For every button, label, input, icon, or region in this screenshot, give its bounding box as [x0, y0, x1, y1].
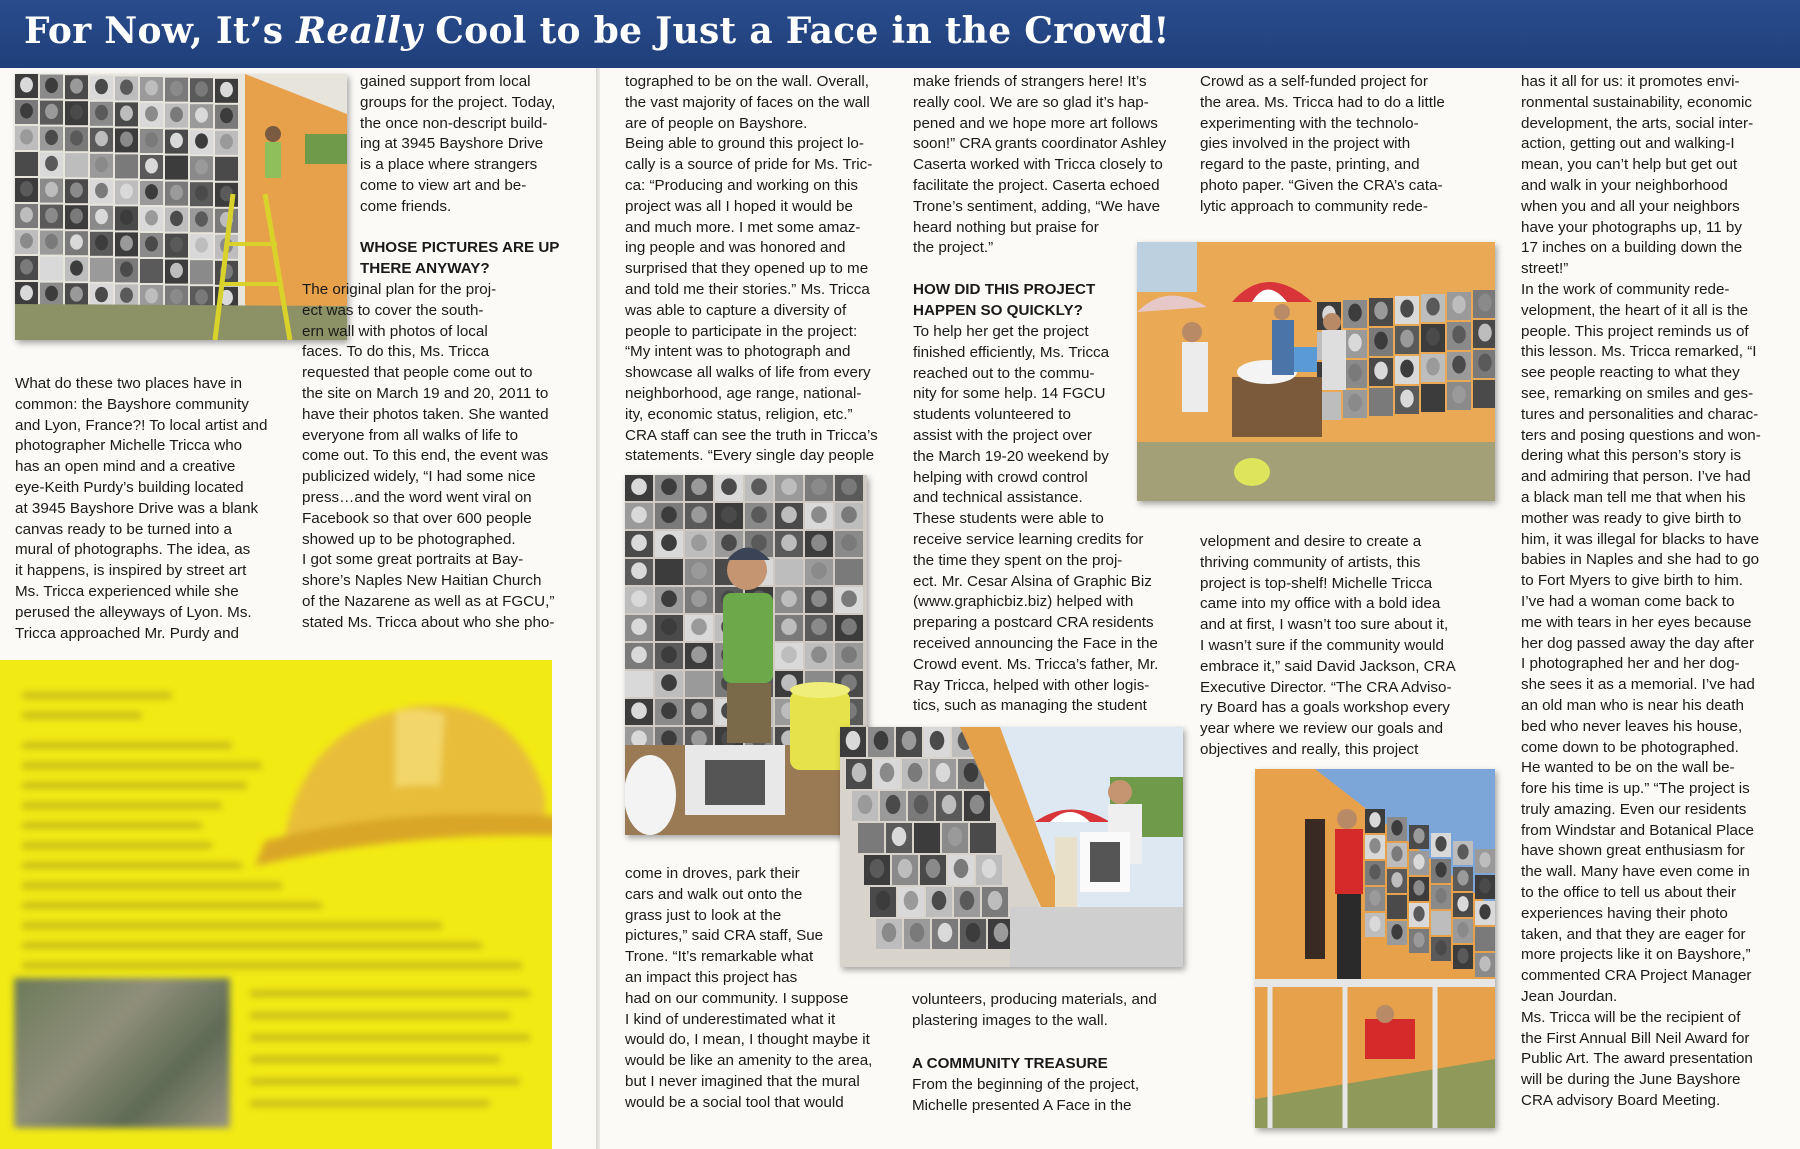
sidebar-photo-blurred [14, 978, 230, 1128]
article-column-1: What do these two places have in common: the Bayshore community and Lyon, France?! To local artist and photographer Michelle Tricca who has an open mind and a creative eye-Keith Purdy’s building located at 3945 Bayshore Drive was a blank canvas ready to be turned into a mural of photographs. The idea, as it happens, is inspired by street art Ms. Tricca experienced while she perused the alleyways of Lyon. Ms. Tricca approached Mr. Purdy and [15, 375, 268, 642]
article-column-4d: From the beginning of the project, Michelle presented A Face in the [912, 1076, 1140, 1114]
article-column-3b: come in droves, park their cars and walk out onto the grass just to look at the pictures,” said CRA staff, Sue Trone. “It’s remarkable what an impact this project has had on our community. I suppose I kind of underestimated what it would do, I mean, I thought maybe it would be like an amenity to the area, but I never imagined that the mural would be a social tool that would [625, 865, 873, 1111]
article-column-4c: volunteers, producing materials, and plastering images to the wall. [912, 991, 1157, 1029]
article-column-2b: The original plan for the proj- ect was to cover the south- ern wall with photos of local faces. To do this, Ms. Tricca requested that people come out to the site on March 19 and 20, 2011 to have their photos taken. She wanted everyone from all walks of life to come out. To this end, the event was publicized widely, “I had some nice press…and the word went viral on Facebook so that over 600 people showed up to be photographed. I got some great portraits at Bay- shore’s Naples New Haitian Church of the Nazarene as well as at FGCU,” stated Ms. Tricca about who she pho- [302, 281, 555, 631]
article-column-6: has it all for us: it promotes envi- ronmental sustainability, economic development, the arts, social inter- action, getting out and walking-I mean, you can’t help but get out and walk in your neighborhood when you and all your neighbors have your photographs up, 11 by 17 inches on a building down the street!” In the work of community rede- velopment, the heart of it all is the people. This project reminds us of this lesson. Ms. Tricca remarked, “I see people reacting to what they see, remarking on smiles and ges- tures and personalities and charac- ters and posing questions and won- dering what this person’s story is and admiring that person. I’ve had a black man tell me that when his mother was ready to give birth to him, it was illegal for blacks to have babies in Naples and she had to go to Fort Myers to give birth to him. I’ve had a woman come back to me with tears in her eyes because her dog passed away the day after I photographed her and her dog- she sees it as a memorial. I’ve had an old man who is near his death bed who never leaves his house, come down to be photographed. He wanted to be on the wall be- fore his time is up.” “The project is truly amazing. Even our residents from Windstar and Botanical Place have shown great enthusiasm for the wall. Many have even come in to the office to tell us about their experiences having their photo taken, and that they are eager for more projects like it on Bayshore,” commented CRA Project Manager Jean Jourdan. Ms. Tricca will be the recipient of the First Annual Bill Neil Award for Public Art. The award presentation will be during the June Bayshore CRA advisory Board Meeting. [1521, 73, 1761, 1110]
article-column-5b: velopment and desire to create a thriving community of artists, this project is top-shelf! Michelle Tricca came into my office with a bold idea and at first, I wasn’t too sure about it, I wasn’t sure if the community would embrace it,” said David Jackson, CRA Executive Director. “The CRA Adviso- ry Board has a goals workshop every year where we review our goals and objectives and really, this project [1200, 533, 1456, 758]
article-column-3a: tographed to be on the wall. Overall, the vast majority of faces on the wall are of people on Bayshore. Being able to ground this project lo- cally is a source of pride for Ms. Tric- ca: “Producing and working on this project was all I hoped it would be and much more. I met some amaz- ing people and was honored and surprised that they opened up to me and told me their stories.” Ms. Tricca was able to capture a diversity of people to participate in the project: “My intent was to photograph and showcase all walks of life from every neighborhood, age range, national- ity, economic status, religion, etc.” CRA staff can see the truth in Tricca’s statements. “Every single day people [625, 73, 878, 465]
scaffold-photo [1255, 769, 1495, 1128]
mural-ladder-photo [15, 74, 347, 340]
section-heading-community-treasure: A COMMUNITY TREASURE [912, 1055, 1108, 1072]
artist-pasting-photo [625, 475, 867, 835]
title-emphasis: Really [296, 10, 423, 52]
title-part: For Now, It’s [24, 10, 297, 52]
wall-closeup-photo [840, 727, 1183, 967]
page-title [24, 10, 1170, 52]
article-column-4b: To help her get the project finished efficiently, Ms. Tricca reached out to the commu- nity for some help. 14 FGCU students volunteered to assist with the project over the March 19-20 weekend by helping with crowd control and technical assistance. These students were able to receive service learning credits for the time they spent on the proj- ect. Mr. Cesar Alsina of Graphic Biz (www.graphicbiz.biz) helped with preparing a postcard CRA residents received announcing the Face in the Crowd event. Ms. Tricca’s father, Mr. Ray Tricca, helped with other logis- tics, such as managing the student [913, 323, 1159, 715]
article-column-5a: Crowd as a self-funded project for the area. Ms. Tricca had to do a little experimenting with the technolo- gies involved in the project with regard to the paste, printing, and photo paper. “Given the CRA’s cata- lytic approach to community rede- [1200, 73, 1445, 215]
crowd-umbrellas-photo [1137, 242, 1495, 501]
article-column-4a: make friends of strangers here! It’s really cool. We are so glad it’s hap- pened and we hope more art follows soon!” CRA grants coordinator Ashley Caserta worked with Tricca closely to facilitate the project. Caserta echoed Trone’s sentiment, adding, “We have heard nothing but praise for the project.” [913, 73, 1167, 257]
title-part-end: Cool to be Just a Face in the Crowd! [422, 10, 1170, 52]
header-banner [0, 0, 1800, 68]
sidebar-box [0, 660, 552, 1149]
article-column-2a: gained support from local groups for the project. Today, the once non-descript build- ing at 3945 Bayshore Drive is a place where strangers come to view art and be- come friends. [360, 73, 556, 215]
section-heading-whose-pictures: WHOSE PICTURES ARE UP THERE ANYWAY? [360, 239, 560, 277]
hard-hat-icon [245, 666, 552, 876]
section-heading-how-did: HOW DID THIS PROJECT HAPPEN SO QUICKLY? [913, 281, 1096, 319]
